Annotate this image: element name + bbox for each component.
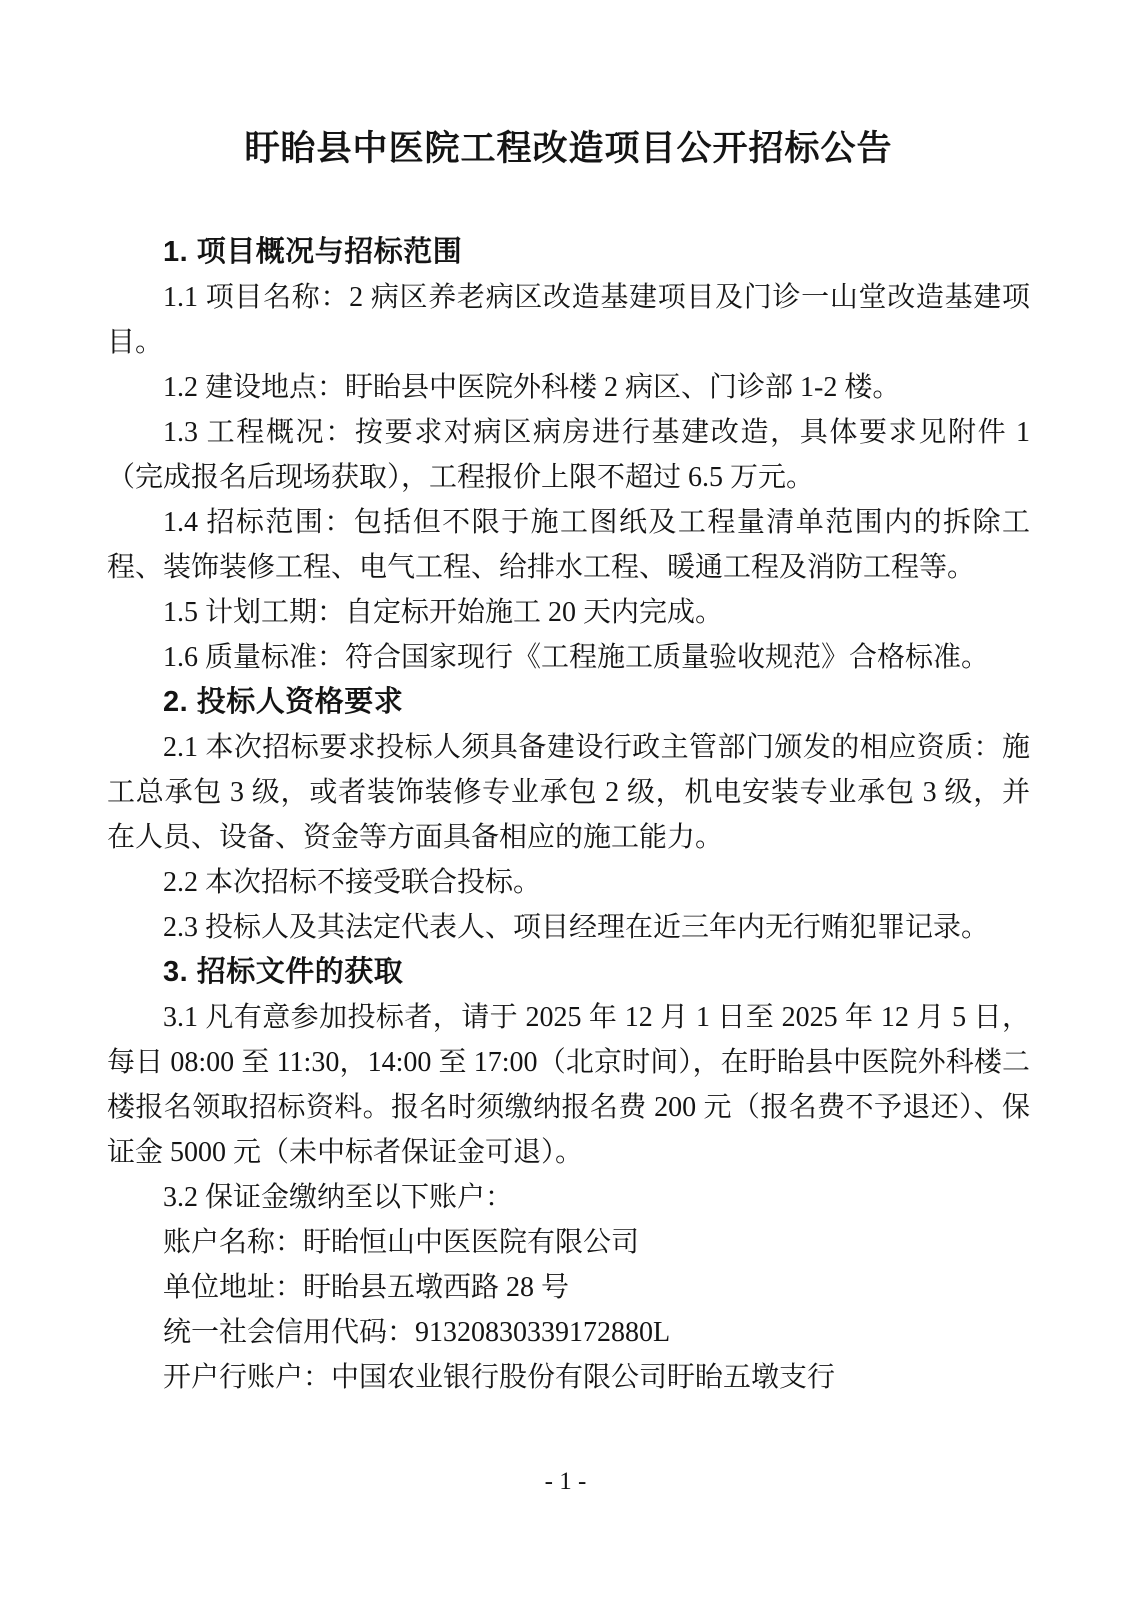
bank-account-line: 开户行账户：中国农业银行股份有限公司盱眙五墩支行 — [163, 1362, 836, 1393]
section-3-obtaining-tender-documents — [107, 950, 1030, 1400]
unit-address-line: 单位地址：盱眙县五墩西路 28 号 — [163, 1272, 570, 1303]
credit-code-line: 统一社会信用代码：91320830339172880L — [163, 1317, 671, 1348]
paragraph-1-1: 1.1 项目名称：2 病区养老病区改造基建项目及门诊一山堂改造基建项目。 — [107, 282, 1030, 358]
paragraph-3-1: 3.1 凡有意参加投标者，请于 2025 年 12 月 1 日至 2025 年 12 月 5 日，每日 08:00 至 11:30，14:00 至 17:00（北京时间），在盱眙县中医院外科楼二楼报名领取招标资料。报名时须缴纳报名费 200 元（报名费不予退还）、保证金 5000 元（未中标者保证金可退）。 — [107, 1002, 1030, 1168]
document-body — [107, 230, 1030, 1400]
account-name-line: 账户名称：盱眙恒山中医医院有限公司 — [163, 1227, 640, 1258]
paragraph-1-4: 1.4 招标范围：包括但不限于施工图纸及工程量清单范围内的拆除工程、装饰装修工程、电气工程、给排水工程、暖通工程及消防工程等。 — [107, 507, 1030, 583]
paragraph-3-2: 3.2 保证金缴纳至以下账户： — [163, 1182, 514, 1213]
section-1-heading: 1. 项目概况与招标范围 — [163, 236, 463, 268]
document-title: 盱眙县中医院工程改造项目公开招标公告 — [244, 129, 893, 168]
paragraph-1-3: 1.3 工程概况：按要求对病区病房进行基建改造，具体要求见附件 1（完成报名后现场获取），工程报价上限不超过 6.5 万元。 — [107, 417, 1030, 493]
paragraph-1-6: 1.6 质量标准：符合国家现行《工程施工质量验收规范》合格标准。 — [163, 642, 990, 673]
section-1-project-overview — [107, 230, 1030, 680]
paragraph-2-2: 2.2 本次招标不接受联合投标。 — [163, 867, 542, 898]
paragraph-1-5: 1.5 计划工期：自定标开始施工 20 天内完成。 — [163, 597, 724, 628]
page-number: - 1 - — [544, 1468, 587, 1495]
section-2-heading: 2. 投标人资格要求 — [163, 686, 404, 718]
paragraph-2-3: 2.3 投标人及其法定代表人、项目经理在近三年内无行贿犯罪记录。 — [163, 912, 990, 943]
section-2-bidder-qualifications — [107, 680, 1030, 950]
section-3-heading: 3. 招标文件的获取 — [163, 956, 404, 988]
paragraph-2-1: 2.1 本次招标要求投标人须具备建设行政主管部门颁发的相应资质：施工总承包 3 级，或者装饰装修专业承包 2 级，机电安装专业承包 3 级，并在人员、设备、资金等方面具备相应的施工能力。 — [107, 732, 1030, 853]
paragraph-1-2: 1.2 建设地点：盱眙县中医院外科楼 2 病区、门诊部 1-2 楼。 — [163, 372, 901, 403]
